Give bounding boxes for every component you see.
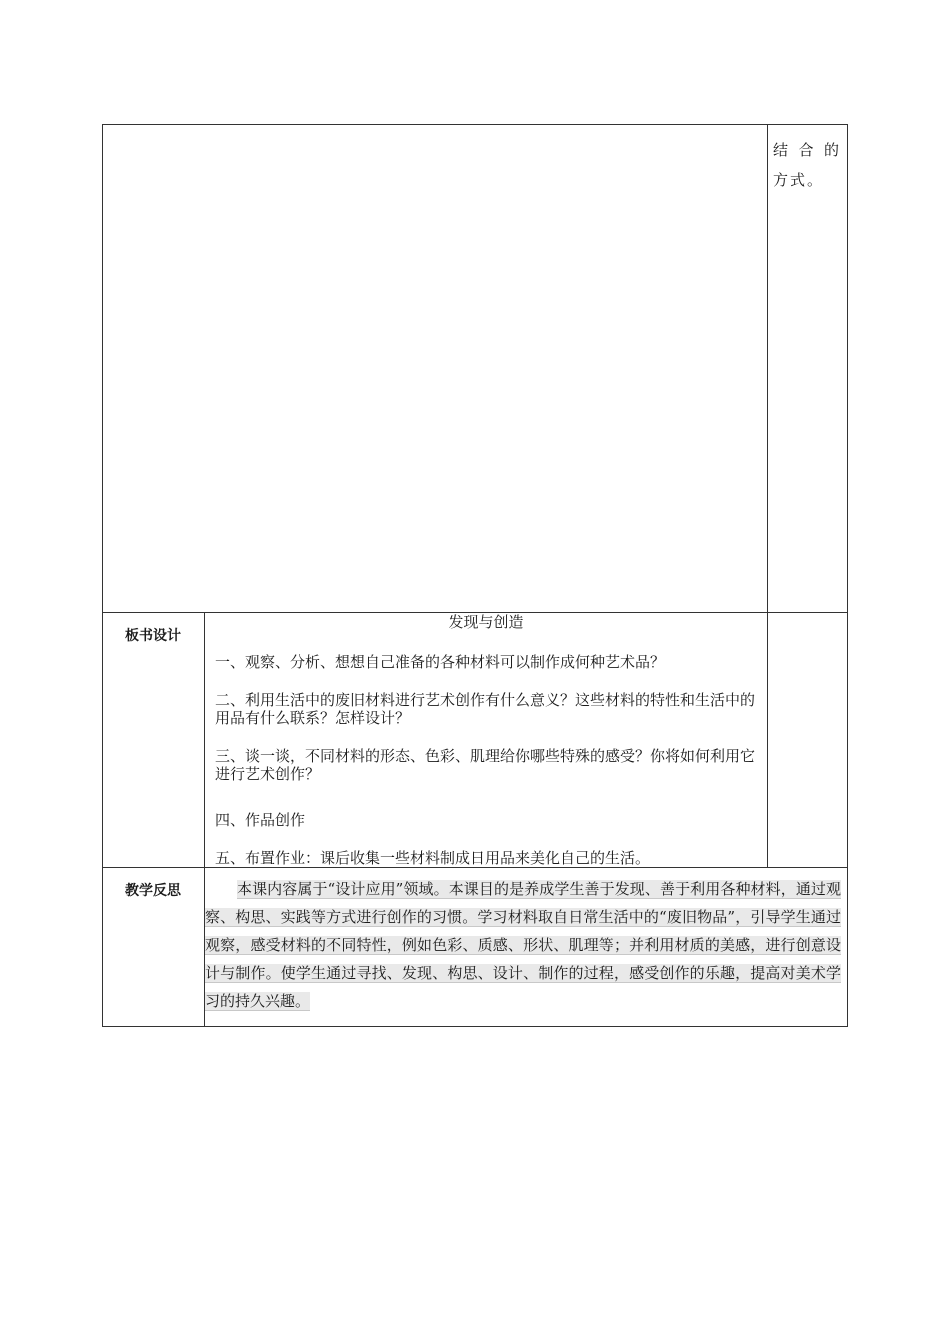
board-design-label: 板书设计 bbox=[125, 628, 181, 644]
board-title: 发现与创造 bbox=[448, 613, 524, 631]
reflection-paragraph: 本课内容属于“设计应用”领域。本课目的是养成学生善于发现、善于利用各种材料，通过观察、构思、实践等方式进行创作的习惯。学习材料取自日常生活中的“废旧物品”，引导学生通过观察，感受材料的不同特性，例如色彩、质感、形状、肌理等；并利用材质的美感，进行创意设计与制作。使学生通过寻找、发现、构思、设计、制作的过程，感受创作的乐趣，提高对美术学习的持久兴趣。 bbox=[205, 880, 841, 1010]
reflection-label: 教学反思 bbox=[125, 883, 181, 899]
board-item-3: 三、谈一谈，不同材料的形态、色彩、肌理给你哪些特殊的感受？你将如何利用它进行艺术创作？ bbox=[215, 747, 756, 783]
row-divider-reflection bbox=[103, 867, 847, 868]
board-item-5: 五、布置作业：课后收集一些材料制成日用品来美化自己的生活。 bbox=[215, 849, 651, 867]
board-item-2: 二、利用生活中的废旧材料进行艺术创作有什么意义？这些材料的特性和生活中的用品有什么联系？怎样设计？ bbox=[215, 691, 756, 727]
column-divider-right bbox=[767, 125, 768, 867]
board-item-1: 一、观察、分析、想想自己准备的各种材料可以制作成何种艺术品？ bbox=[215, 653, 666, 671]
method-side-note bbox=[773, 135, 841, 195]
lesson-plan-table bbox=[102, 124, 848, 1027]
reflection-text bbox=[205, 875, 841, 1015]
board-item-4: 四、作品创作 bbox=[215, 811, 306, 829]
side-note-line-1: 结合的 bbox=[773, 141, 841, 159]
side-note-line-2: 方式。 bbox=[773, 171, 825, 189]
